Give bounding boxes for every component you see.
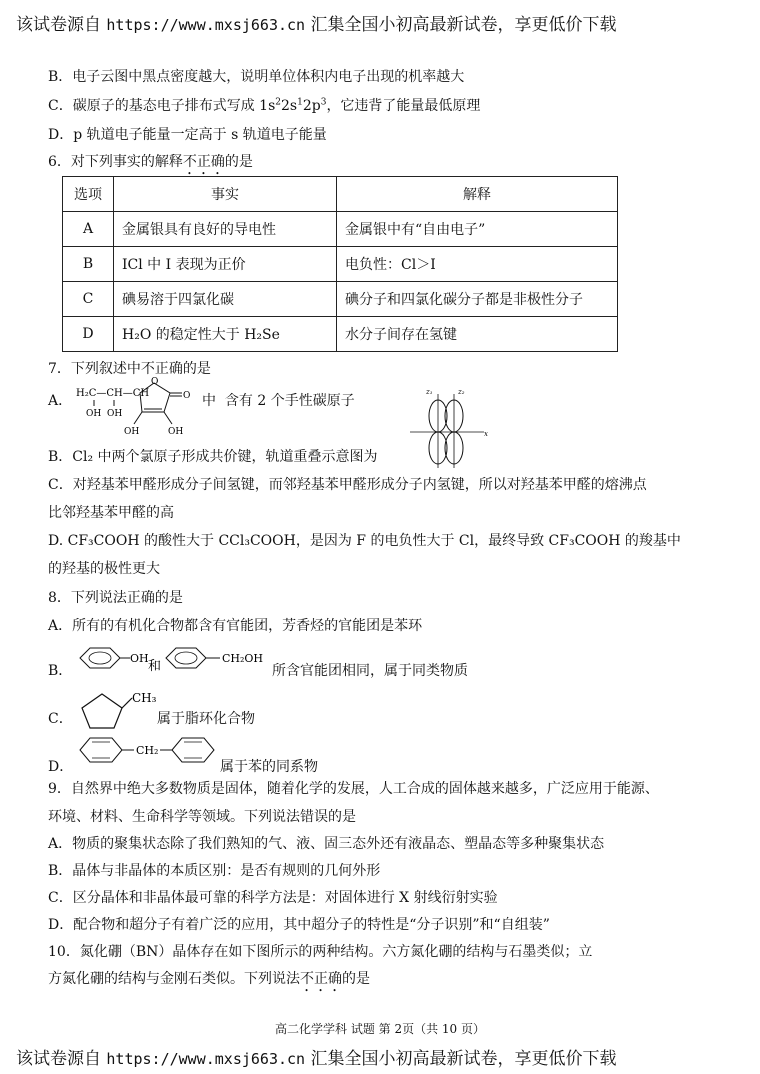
table-cell-explain: 电负性：Cl＞I: [337, 247, 618, 282]
ascorbic-acid-structure: [74, 376, 200, 442]
table-cell-option: D: [63, 317, 114, 352]
table-cell-option: B: [63, 247, 114, 282]
svg-text:OH: OH: [107, 409, 123, 419]
table-cell-option: C: [63, 282, 114, 317]
table-row: [63, 282, 618, 317]
table-header-row: [63, 177, 618, 212]
q5-option-d: D．p 轨道电子能量一定高于 s 轨道电子能量: [48, 127, 327, 143]
q7-option-a-label: A．: [48, 393, 73, 409]
q8-option-b-text: 所含官能团相同，属于同类物质: [272, 663, 468, 679]
svg-text:OH: OH: [124, 427, 140, 437]
q7-option-c-line2: 比邻羟基苯甲醛的高: [48, 505, 174, 521]
q10-stem-line2: 方氮化硼的结构与金刚石类似。下列说法不正确的是: [48, 971, 370, 987]
q8-option-d-text: 属于苯的同系物: [220, 759, 318, 775]
table-cell-fact: H₂O 的稳定性大于 H₂Se: [114, 317, 337, 352]
banner-url[interactable]: https://www.mxsj663.cn: [106, 1050, 306, 1068]
table-cell-fact: ICl 中 I 表现为正价: [114, 247, 337, 282]
table-row: [63, 247, 618, 282]
svg-text:OH: OH: [86, 409, 102, 419]
structure-chain: H₂C—CH—CH: [76, 388, 150, 399]
svg-text:CH₃: CH₃: [132, 691, 157, 705]
table-cell-fact: 金属银具有良好的导电性: [114, 212, 337, 247]
source-banner-bottom: [16, 1044, 617, 1069]
q8-option-a: A．所有的有机化合物都含有官能团，芳香烃的官能团是苯环: [48, 618, 423, 634]
q8-option-c-label: C．: [48, 711, 73, 727]
table-header-explain: 解释: [337, 177, 618, 212]
svg-text:OH: OH: [168, 427, 184, 437]
q5-option-c: C．碳原子的基态电子排布式写成 $1s^22s^12p^3$，它违背了能量最低原理: [48, 97, 481, 114]
banner-url[interactable]: https://www.mxsj663.cn: [106, 16, 306, 34]
q7-stem: 7．下列叙述中不正确的是: [48, 361, 211, 377]
q8-option-b-label: B．: [48, 663, 73, 679]
svg-text:和: 和: [148, 659, 162, 674]
banner-suffix: 汇集全国小初高最新试卷，享更低价下载: [310, 1049, 617, 1069]
q9-option-b: B．晶体与非晶体的本质区别：是否有规则的几何外形: [48, 863, 381, 879]
svg-text:CH₂: CH₂: [136, 744, 159, 757]
q7-option-c-line1: C．对羟基苯甲醛形成分子间氢键，而邻羟基苯甲醛形成分子内氢键，所以对羟基苯甲醛的熔沸点: [48, 477, 647, 493]
svg-text:OH: OH: [130, 652, 149, 665]
q8-stem: 8．下列说法正确的是: [48, 590, 183, 606]
q9-option-c: C．区分晶体和非晶体最可靠的科学方法是：对固体进行 X 射线衍射实验: [48, 890, 498, 906]
q8-option-c-text: 属于脂环化合物: [157, 711, 255, 727]
q7-option-b: B．Cl₂ 中两个氯原子形成共价键，轨道重叠示意图为: [48, 449, 378, 465]
table-cell-explain: 碘分子和四氯化碳分子都是非极性分子: [337, 282, 618, 317]
page-footer: 高二化学学科 试题 第 2页（共 10 页）: [275, 1022, 485, 1036]
table-header-option: 选项: [63, 177, 114, 212]
q5-option-b: B．电子云图中黑点密度越大，说明单位体积内电子出现的机率越大: [48, 69, 465, 85]
q7-option-a-text: 中 含有 2 个手性碳原子: [202, 393, 355, 409]
table-cell-explain: 水分子间存在氢键: [337, 317, 618, 352]
q10-stem-line1: 10．氮化硼（BN）晶体存在如下图所示的两种结构。六方氮化硼的结构与石墨类似；立: [48, 944, 593, 960]
svg-text:z₂: z₂: [458, 388, 465, 396]
q9-option-d: D．配合物和超分子有着广泛的应用，其中超分子的特性是“分子识别”和“自组装”: [48, 917, 550, 933]
q9-option-a: A．物质的聚集状态除了我们熟知的气、液、固三态外还有液晶态、塑晶态等多种聚集状态: [48, 836, 605, 852]
q6-stem: 6．对下列事实的解释不正确的是: [48, 154, 253, 170]
orbital-overlap-diagram: [408, 386, 490, 470]
q6-table: [62, 176, 618, 352]
methylcyclopentane-structure: [72, 686, 162, 732]
source-banner-top: [16, 10, 617, 35]
table-row: [63, 317, 618, 352]
banner-prefix: 该试卷源自: [16, 1049, 101, 1069]
q9-stem-line2: 环境、材料、生命科学等领域。下列说法错误的是: [48, 809, 356, 825]
diphenylmethane-structure: [76, 732, 220, 772]
table-cell-option: A: [63, 212, 114, 247]
svg-text:CH₂OH: CH₂OH: [222, 652, 264, 665]
phenol-and-benzyl-alcohol-structures: [70, 640, 274, 680]
table-row: [63, 212, 618, 247]
table-cell-explain: 金属银中有“自由电子”: [337, 212, 618, 247]
q7-option-d-line1: D. CF₃COOH 的酸性大于 CCl₃COOH，是因为 F 的电负性大于 Cl，最终导致 CF₃COOH 的羧基中: [48, 533, 681, 549]
banner-prefix: 该试卷源自: [16, 15, 101, 35]
table-cell-fact: 碘易溶于四氯化碳: [114, 282, 337, 317]
q8-option-d-label: D．: [48, 759, 74, 775]
svg-text:O: O: [183, 391, 191, 401]
svg-text:O: O: [151, 377, 159, 387]
table-header-fact: 事实: [114, 177, 337, 212]
banner-suffix: 汇集全国小初高最新试卷，享更低价下载: [310, 15, 617, 35]
q9-stem-line1: 9．自然界中绝大多数物质是固体，随着化学的发展，人工合成的固体越来越多，广泛应用于能源、: [48, 781, 659, 797]
q7-option-d-line2: 的羟基的极性更大: [48, 561, 160, 577]
svg-text:x: x: [484, 430, 488, 438]
svg-text:z₁: z₁: [426, 388, 433, 396]
